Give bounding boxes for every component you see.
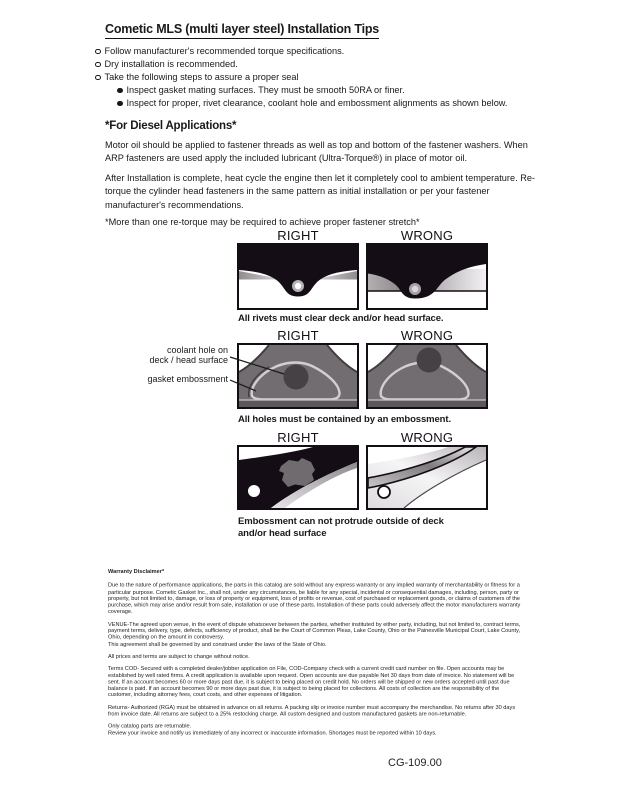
installation-tips-list <box>95 45 507 110</box>
list-item-text: Follow manufacturer's recommended torque specifications. <box>104 46 345 56</box>
callout-embossment-label: gasket embossment <box>147 374 228 384</box>
disclaimer-paragraph: Returns- Authorized (RGA) must be obtained in advance on all returns. A packing slip or invoice number must accompany the merchandise. No returns after 30 days from invoice date. All returns are subject to a 25% restocking charge. All custom designed and custom manufactured gaskets are non-returnable. <box>108 704 516 718</box>
dot-bullet-icon <box>117 101 123 107</box>
row3-caption-line2: and/or head surface <box>238 527 327 539</box>
rivet-wrong-illustration <box>368 245 486 308</box>
disclaimer-paragraph: Review your invoice and notify us immediately of any incorrect or inaccurate information. Shortages must be reported within 10 days. <box>108 730 437 736</box>
diesel-paragraph-oil: Motor oil should be applied to fastener threads as well as top and bottom of the fastener washers. When ARP fasteners are used apply the included lubricant (Ultra-Torque®) in place of motor oil. <box>105 140 528 164</box>
row3-caption <box>238 516 468 539</box>
list-item <box>95 58 507 71</box>
list-item <box>95 71 507 84</box>
disclaimer-paragraph: This agreement shall be governed by and construed under the laws of the State of Ohio. <box>108 641 327 648</box>
row3-wrong-label: WRONG <box>400 430 454 445</box>
disclaimer-paragraph: All prices and terms are subject to change without notice. <box>108 653 250 660</box>
row2-wrong-label: WRONG <box>400 328 454 343</box>
row1-right-label: RIGHT <box>277 228 319 243</box>
list-item-text: Take the following steps to assure a proper seal <box>104 72 299 82</box>
list-item <box>117 97 507 110</box>
list-item-text: Inspect gasket mating surfaces. They must be smooth 50RA or finer. <box>126 85 405 95</box>
diagram-embossment-wrong <box>366 445 488 510</box>
disclaimer-paragraph: Only catalog parts are returnable. <box>108 723 192 730</box>
dot-bullet-icon <box>117 88 123 94</box>
diesel-note: *More than one re-torque may be required to achieve proper fastener stretch* <box>105 217 420 227</box>
circle-bullet-icon <box>95 75 101 81</box>
row1-wrong-label: WRONG <box>400 228 454 243</box>
disclaimer-heading: Warranty Disclaimer* <box>108 569 165 575</box>
row3-caption-line1: Embossment can not protrude outside of deck <box>238 516 444 527</box>
list-item <box>95 45 507 58</box>
diesel-applications-heading: *For Diesel Applications* <box>105 120 237 132</box>
list-item <box>117 84 507 97</box>
page-title: Cometic MLS (multi layer steel) Installation Tips <box>105 22 379 39</box>
warranty-disclaimer <box>108 569 521 743</box>
disclaimer-paragraph: Terms COD- Secured with a completed dealer/jobber application on File, COD-Company check with a current credit card number on file. Open accounts may be established by well rated firms. A credit application is available upon request. Open accounts are due payable Net 30 days from date of invoice. No statement will be sent. If an account becomes 60 or more days past due, it is subject to being placed on credit hold. No orders will be shipped or new orders accepted until past due balance is paid. If an account becomes 90 or more days past due, it is subject to being placed for collections. All costs of collection are the responsibility of the customer, including attorney fees, court costs, and other expenses of litigation. <box>108 666 515 699</box>
page-code: CG-109.00 <box>388 757 442 769</box>
embossment-wrong-illustration <box>368 447 486 508</box>
callout-coolant-hole-label2: deck / head surface <box>149 355 228 365</box>
callout-coolant-hole-label: coolant hole on <box>166 345 228 355</box>
rivet-right-illustration <box>239 245 357 308</box>
row3-right-label: RIGHT <box>277 430 319 445</box>
list-item-text: Inspect for proper, rivet clearance, coolant hole and embossment alignments as shown below. <box>126 98 508 108</box>
circle-bullet-icon <box>95 49 101 55</box>
row2-right-label: RIGHT <box>277 328 319 343</box>
diagram-embossment-right <box>237 445 359 510</box>
diagram-rivet-wrong <box>366 243 488 310</box>
circle-bullet-icon <box>95 62 101 68</box>
row2-caption: All holes must be contained by an embossment. <box>238 414 451 425</box>
disclaimer-paragraph: VENUE-The agreed upon venue, in the event of dispute whatsoever between the parties, whether instituted by either party, including, but not limited to, contract terms, payment terms, delivery, type, defects, sufficiency of product, shall be the Court of Common Pleas, Lake County, Ohio or the Painesville Municipal Court, Lake County, Ohio, depending on the amount in controversy. <box>108 621 521 641</box>
diagram-hole-wrong <box>366 343 488 409</box>
hole-wrong-illustration <box>368 345 486 407</box>
callout-leader-lines <box>108 338 298 400</box>
row1-caption: All rivets must clear deck and/or head surface. <box>238 313 444 324</box>
disclaimer-paragraph: Due to the nature of performance applications, the parts in this catalog are sold without any express warranty or any implied warranty of merchantability or fitness for a particular purpose. Cometic Gasket Inc., shall not, under any circumstances, be liable for any special, incidental or consequential damages, including, person, party or property, but not limited to, damage, or loss of property or equipment, loss of profits or revenue, cost of purchased or replacement goods, or claims of customers of the purchase, which may arise and/or result from sale, installation or use of these parts. Installation of these parts could adversely affect the motor manufacturers warranty coverage. <box>108 582 521 615</box>
diesel-paragraph-retorque: After Installation is complete, heat cycle the engine then let it completely cool to ambient temperature. Re-torque the cylinder head fasteners in the same pattern as initial installation or per your fastener manufacturer's recommendations. <box>105 173 535 210</box>
diagram-rivet-right <box>237 243 359 310</box>
list-item-text: Dry installation is recommended. <box>104 59 238 69</box>
embossment-right-illustration <box>239 447 357 508</box>
